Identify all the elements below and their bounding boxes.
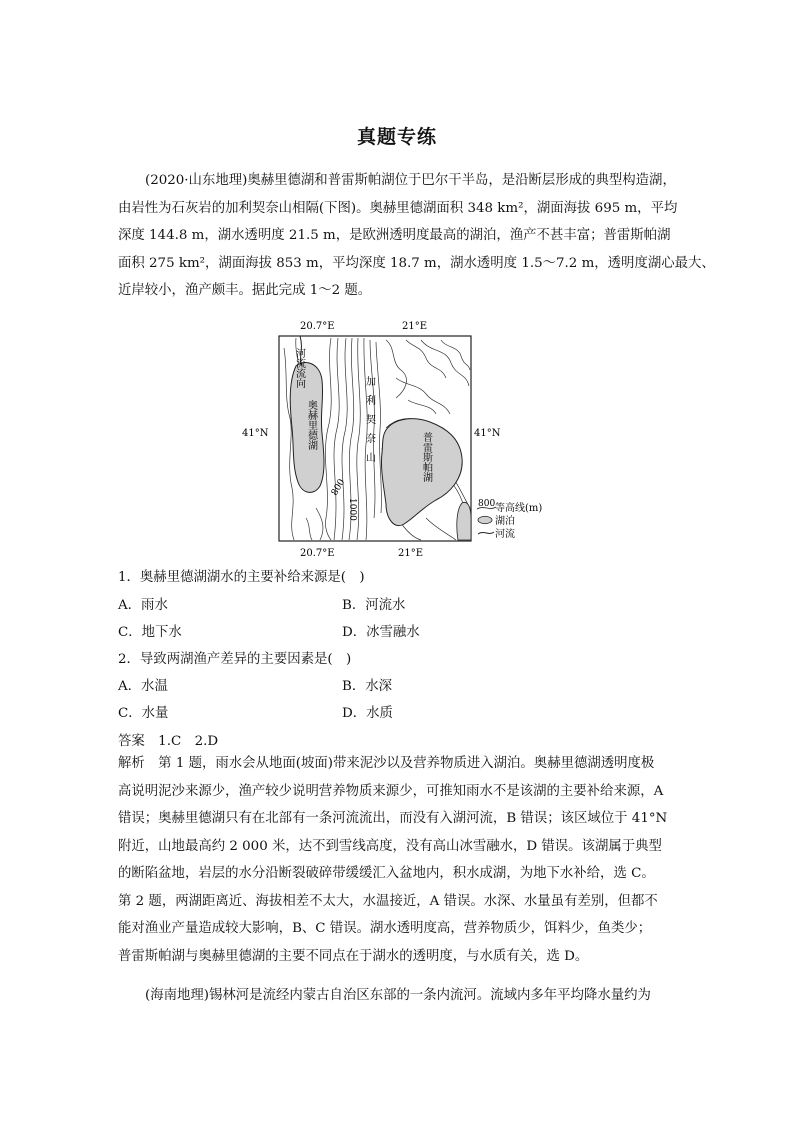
lon-label-top-left: 20.7°E <box>300 321 335 332</box>
label-mountain: 加利契奈山 <box>363 376 375 471</box>
map-legend <box>477 499 542 540</box>
analysis-line: 普雷斯帕湖与奥赫里德湖的主要不同点在于湖水的透明度，与水质有关，选 D。 <box>118 948 589 964</box>
analysis-line: 第 2 题，两湖距离近、海拔相差不太大，水温接近，A 错误。水深、水量虽有差别，但都不 <box>118 893 658 909</box>
next-intro-paragraph <box>118 982 678 1010</box>
q1-option-d: D．冰雪融水 <box>342 625 420 640</box>
contour-label-1000: 1000 <box>347 498 357 521</box>
analysis-line: 附近，山地最高约 2 000 米，达不到雪线高度，没有高山冰雪融水，D 错误。该湖属于典型 <box>118 838 662 854</box>
legend-lake-label: 湖泊 <box>495 516 515 527</box>
lake-map-figure <box>236 318 556 563</box>
answer-line: 答案 1.C 2.D <box>118 734 219 749</box>
lake-map <box>236 318 556 563</box>
intro-paragraph <box>118 167 715 305</box>
intro-line: 由岩性为石灰岩的加利契奈山相隔(下图)。奥赫里德湖面积 348 km²，湖面海拔 695 m，平均 <box>118 200 678 216</box>
q1-option-c: C．地下水 <box>118 625 182 640</box>
lon-label-bottom-left: 20.7°E <box>300 548 335 559</box>
legend-contour-label: 等高线(m) <box>495 503 543 514</box>
lat-label-right: 41°N <box>474 428 501 439</box>
page-title: 真题专练 <box>356 126 437 148</box>
q2-option-b: B．水深 <box>342 679 393 694</box>
q1-option-b: B．河流水 <box>342 598 406 613</box>
analysis-line: 错误；奥赫里德湖只有在北部有一条河流流出，而没有入湖河流，B 错误；该区域位于 41°N <box>118 811 668 826</box>
legend-river-icon <box>478 532 494 534</box>
intro-line: 面积 275 km²，湖面海拔 853 m，平均深度 18.7 m，湖水透明度 1.5～7.2 m，透明度湖心最大、 <box>118 255 715 271</box>
legend-contour-value: 800 <box>478 499 496 509</box>
label-lake-ohrid: 奥赫里德湖 <box>305 400 317 450</box>
q1-option-a: A．雨水 <box>118 598 168 613</box>
analysis-line: 的断陷盆地，岩层的水分沿断裂破碎带缓缓汇入盆地内，积水成湖，为地下水补给，选 C。 <box>118 866 655 881</box>
label-river-flow: 河流流向 <box>293 348 305 388</box>
next-intro-line: (海南地理)锡林河是流经内蒙古自治区东部的一条内流河。流域内多年平均降水量约为 <box>145 988 651 1003</box>
q2-option-a: A．水温 <box>118 679 168 694</box>
analysis-line: 高说明泥沙来源少，渔产较少说明营养物质来源少，可推知雨水不是该湖的主要补给来源，A <box>118 783 664 799</box>
analysis-line: 解析 第 1 题，雨水会从地面(坡面)带来泥沙以及营养物质进入湖泊。奥赫里德湖透明度极 <box>118 756 655 771</box>
intro-line: 深度 144.8 m，湖水透明度 21.5 m，是欧洲透明度最高的湖泊，渔产不甚丰富；普雷斯帕湖 <box>118 228 671 243</box>
legend-river-label: 河流 <box>495 529 515 540</box>
contour-label-800: 800 <box>329 477 348 498</box>
question-2-stem: 2．导致两湖渔产差异的主要因素是( ) <box>118 652 352 667</box>
lat-label-left: 41°N <box>242 428 269 439</box>
lake-small <box>457 502 471 540</box>
q2-option-d: D．水质 <box>342 706 393 721</box>
label-lake-prespa: 普雷斯帕湖 <box>420 432 432 482</box>
lon-label-bottom-right: 21°E <box>398 548 424 559</box>
legend-lake-icon <box>478 516 492 523</box>
lon-label-top-right: 21°E <box>402 321 428 332</box>
intro-line: 近岸较小，渔产颇丰。据此完成 1～2 题。 <box>118 283 372 298</box>
q2-option-c: C．水量 <box>118 706 169 721</box>
analysis-line: 能对渔业产量造成较大影响，B、C 错误。湖水透明度高，营养物质少，饵料少，鱼类少； <box>118 921 652 936</box>
analysis-paragraph <box>118 750 678 970</box>
intro-line: (2020·山东地理)奥赫里德湖和普雷斯帕湖位于巴尔干半岛，是沿断层形成的典型构造湖， <box>145 173 676 188</box>
question-1-stem: 1．奥赫里德湖湖水的主要补给来源是( ) <box>118 570 365 585</box>
